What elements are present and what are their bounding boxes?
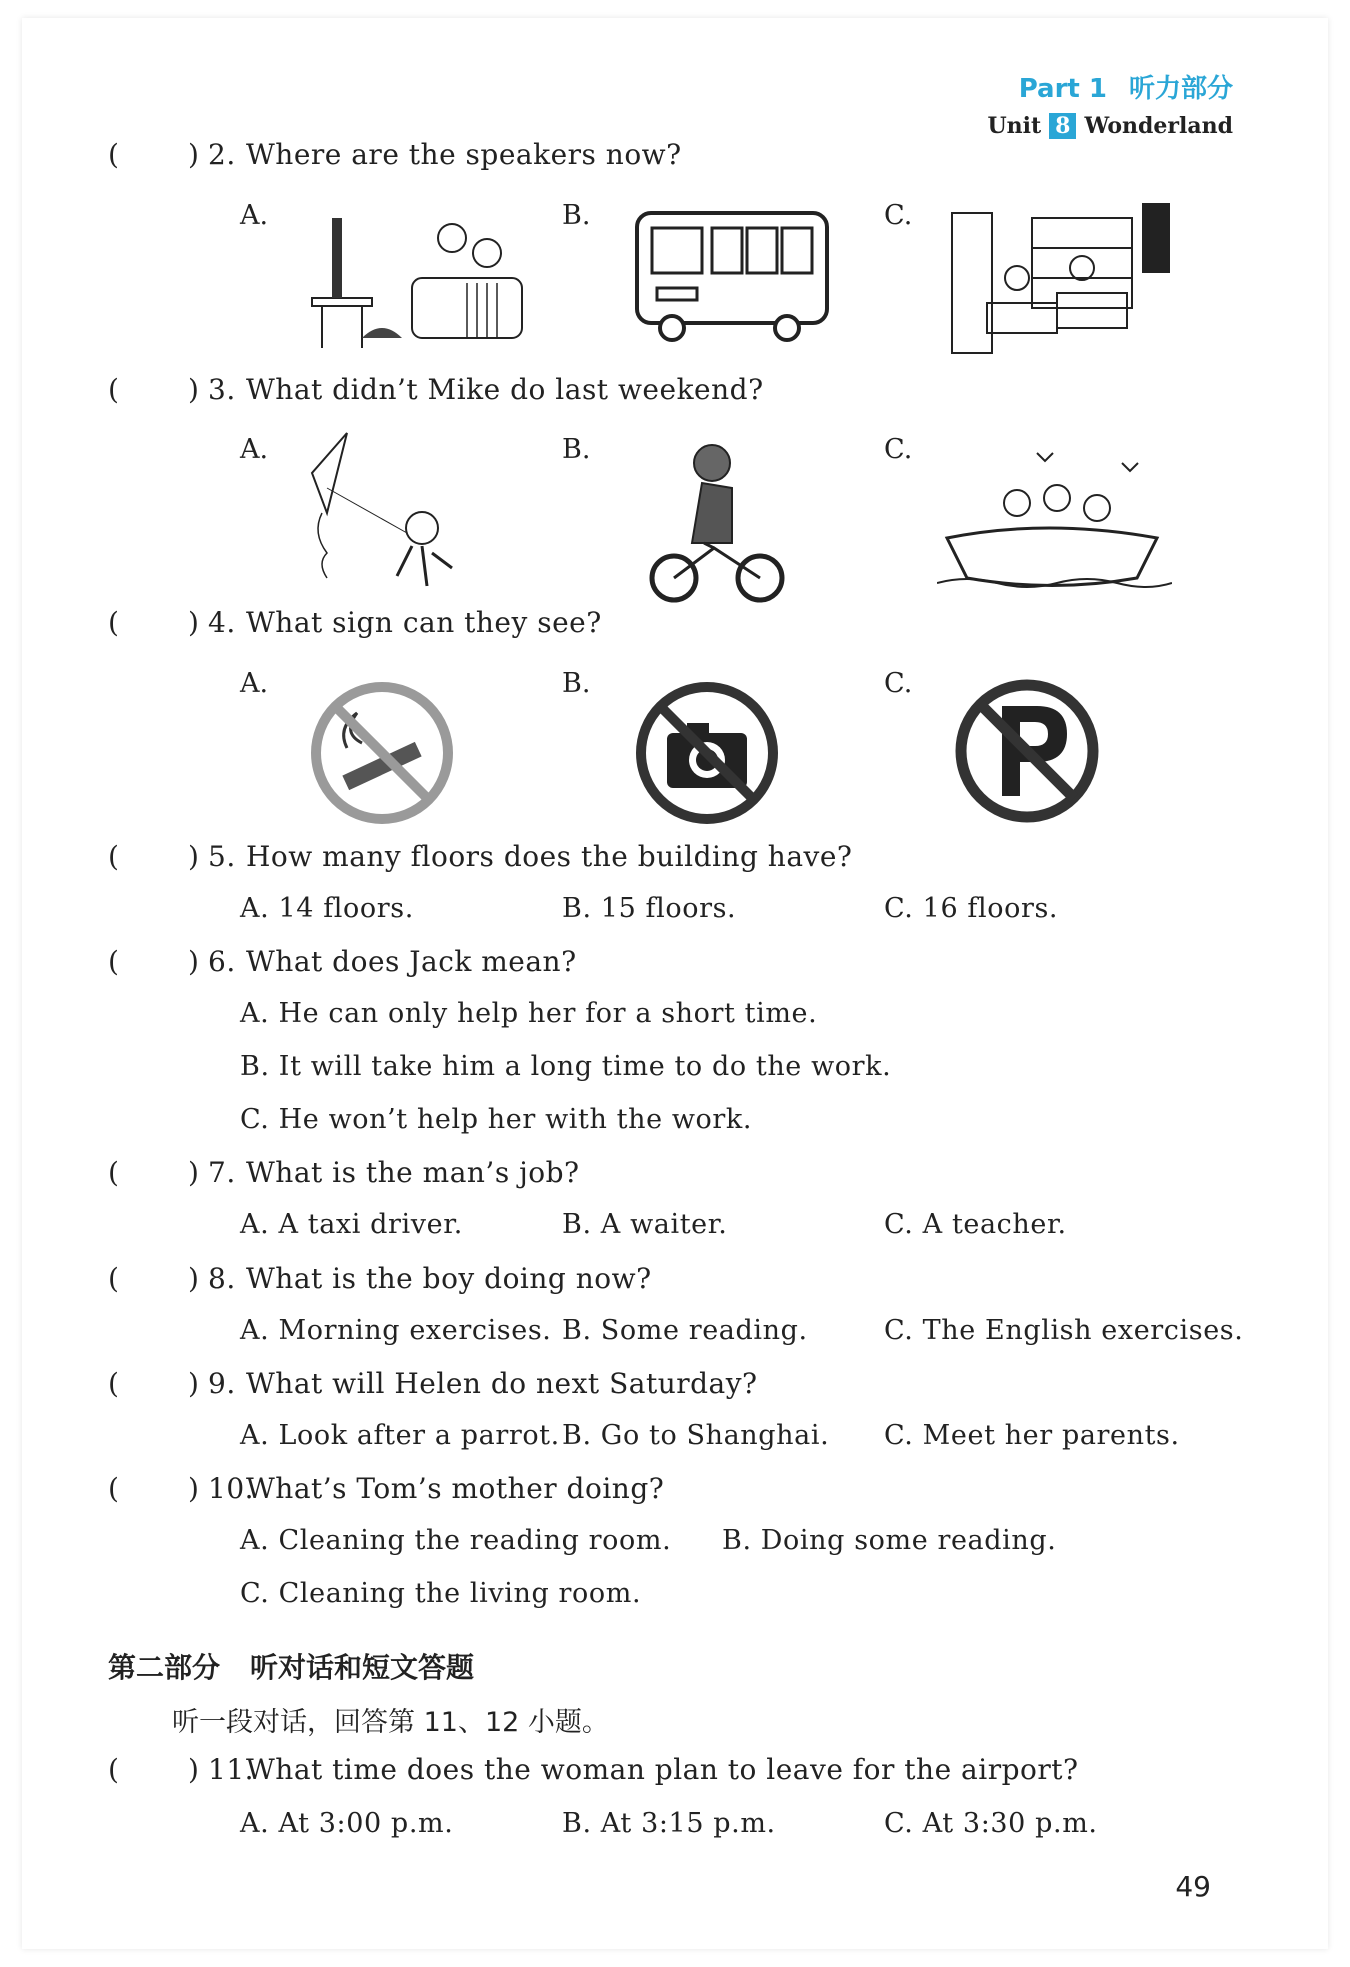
question-number: 4. (208, 606, 236, 639)
option-b: B. 15 floors. (562, 893, 737, 924)
option-c: C. He won’t help her with the work. (240, 1104, 753, 1135)
option-a: A. A taxi driver. (240, 1209, 463, 1240)
question-number: 9. (208, 1367, 236, 1400)
option-a: A. He can only help her for a short time. (240, 998, 818, 1029)
question-number: 5. (208, 840, 236, 873)
answer-blank-open[interactable]: ( (108, 606, 120, 639)
option-c-label: C. (884, 200, 913, 231)
option-b-label: B. (562, 668, 591, 699)
part-label: Part 1 (1018, 74, 1107, 104)
question-text: What will Helen do next Saturday? (246, 1367, 758, 1400)
riding-bike-picture (632, 438, 802, 608)
answer-blank-close: ) (188, 840, 200, 873)
answer-blank-close: ) (188, 373, 200, 406)
question-2 (108, 138, 682, 171)
answer-blank-open[interactable]: ( (108, 1156, 120, 1189)
question-number: 7. (208, 1156, 236, 1189)
option-a: A. Cleaning the reading room. (240, 1525, 672, 1556)
question-10 (108, 1472, 664, 1505)
option-c: C. Meet her parents. (884, 1420, 1180, 1451)
option-a: A. Look after a parrot. (240, 1420, 560, 1451)
boating-picture (937, 443, 1172, 603)
no-parking-sign-icon (952, 676, 1102, 826)
part-heading (987, 68, 1233, 105)
option-a: A. Morning exercises. (240, 1315, 552, 1346)
option-c-label: C. (884, 668, 913, 699)
question-5 (108, 840, 852, 873)
flying-kite-picture (292, 428, 482, 608)
question-text: What is the man’s job? (246, 1156, 580, 1189)
section-2-title (108, 1646, 474, 1686)
unit-number-badge: 8 (1049, 113, 1076, 139)
option-c: C. The English exercises. (884, 1315, 1244, 1346)
page-header (987, 68, 1233, 139)
option-a: A. At 3:00 p.m. (240, 1808, 454, 1839)
question-text: What didn’t Mike do last weekend? (246, 373, 764, 406)
library-picture (942, 193, 1182, 363)
question-3 (108, 373, 764, 406)
question-8 (108, 1262, 652, 1295)
section-2-subtitle: 听对话和短文答题 (250, 1651, 475, 1684)
question-6 (108, 945, 577, 978)
option-c: C. Cleaning the living room. (240, 1578, 642, 1609)
option-a-label: A. (240, 434, 269, 465)
answer-blank-open[interactable]: ( (108, 1367, 120, 1400)
question-number: 10. (208, 1472, 255, 1505)
question-text: What’s Tom’s mother doing? (246, 1472, 665, 1505)
option-b-label: B. (562, 200, 591, 231)
question-11 (108, 1753, 1079, 1786)
page-number: 49 (1175, 1870, 1211, 1903)
answer-blank-close: ) (188, 1472, 200, 1505)
option-b: B. It will take him a long time to do the work. (240, 1051, 892, 1082)
no-smoking-sign-icon (307, 678, 457, 828)
option-a: A. 14 floors. (240, 893, 414, 924)
unit-label: Unit (987, 113, 1042, 139)
question-text: What does Jack mean? (246, 945, 577, 978)
option-b: B. Go to Shanghai. (562, 1420, 830, 1451)
question-number: 11. (208, 1753, 255, 1786)
part-title: 听力部分 (1128, 74, 1233, 104)
answer-blank-open[interactable]: ( (108, 138, 120, 171)
bus-picture (622, 198, 842, 348)
answer-blank-open[interactable]: ( (108, 1262, 120, 1295)
option-b: B. A waiter. (562, 1209, 728, 1240)
unit-heading (987, 113, 1233, 139)
answer-blank-open[interactable]: ( (108, 1753, 120, 1786)
worksheet-page (22, 18, 1328, 1949)
option-b: B. Doing some reading. (722, 1525, 1057, 1556)
unit-title: Wonderland (1084, 113, 1233, 139)
option-b-label: B. (562, 434, 591, 465)
answer-blank-close: ) (188, 1367, 200, 1400)
question-4 (108, 606, 602, 639)
section-2-label: 第二部分 (108, 1651, 221, 1684)
answer-blank-close: ) (188, 138, 200, 171)
question-text: What time does the woman plan to leave for the airport? (246, 1753, 1079, 1786)
question-number: 6. (208, 945, 236, 978)
question-number: 8. (208, 1262, 236, 1295)
answer-blank-close: ) (188, 1262, 200, 1295)
answer-blank-open[interactable]: ( (108, 1472, 120, 1505)
answer-blank-open[interactable]: ( (108, 945, 120, 978)
option-c: C. A teacher. (884, 1209, 1067, 1240)
section-2-instruction: 听一段对话，回答第 11、12 小题。 (172, 1707, 609, 1738)
option-c: C. At 3:30 p.m. (884, 1808, 1098, 1839)
answer-blank-close: ) (188, 945, 200, 978)
answer-blank-close: ) (188, 1156, 200, 1189)
question-9 (108, 1367, 758, 1400)
option-c: C. 16 floors. (884, 893, 1059, 924)
answer-blank-open[interactable]: ( (108, 840, 120, 873)
question-text: What sign can they see? (246, 606, 602, 639)
option-a-label: A. (240, 668, 269, 699)
question-7 (108, 1156, 580, 1189)
question-text: Where are the speakers now? (246, 138, 682, 171)
option-b: B. At 3:15 p.m. (562, 1808, 776, 1839)
question-text: What is the boy doing now? (246, 1262, 652, 1295)
answer-blank-open[interactable]: ( (108, 373, 120, 406)
living-room-picture (292, 198, 542, 358)
answer-blank-close: ) (188, 1753, 200, 1786)
option-b: B. Some reading. (562, 1315, 808, 1346)
question-number: 3. (208, 373, 236, 406)
answer-blank-close: ) (188, 606, 200, 639)
question-text: How many floors does the building have? (246, 840, 853, 873)
no-photos-sign-icon (632, 678, 782, 828)
option-c-label: C. (884, 434, 913, 465)
option-a-label: A. (240, 200, 269, 231)
question-number: 2. (208, 138, 236, 171)
